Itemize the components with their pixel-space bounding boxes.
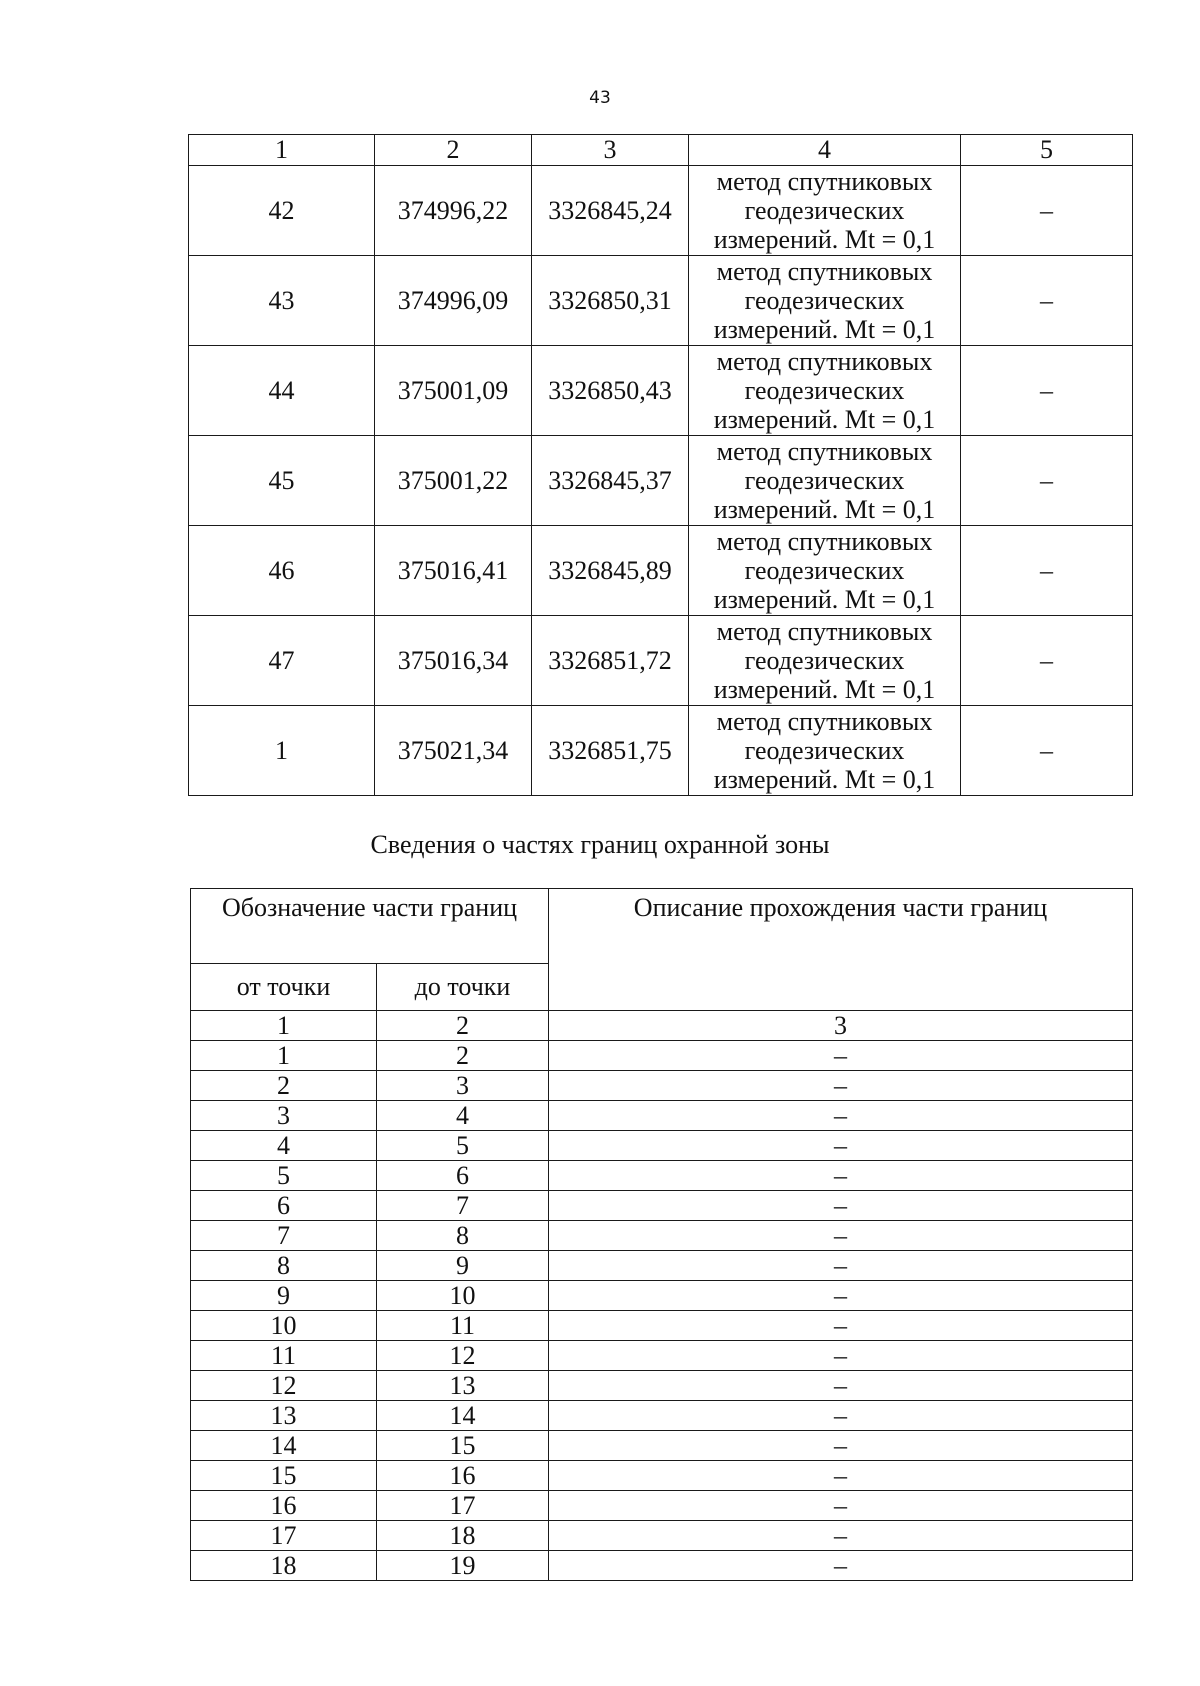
part-description: – (549, 1251, 1133, 1281)
to-point: 4 (377, 1101, 549, 1131)
from-point: 16 (191, 1491, 377, 1521)
point-number: 46 (189, 526, 375, 616)
point-number: 42 (189, 166, 375, 256)
table-row (191, 1251, 1133, 1281)
to-point: 5 (377, 1131, 549, 1161)
from-point: 5 (191, 1161, 377, 1191)
to-point: 18 (377, 1521, 549, 1551)
column-number: 1 (191, 1011, 377, 1041)
table-row (189, 616, 1133, 706)
from-point: 9 (191, 1281, 377, 1311)
table-row (189, 706, 1133, 796)
from-point: 15 (191, 1461, 377, 1491)
header-description: Описание прохождения части границ (549, 889, 1133, 1011)
from-point: 1 (191, 1041, 377, 1071)
table-row (189, 526, 1133, 616)
accuracy-note: – (961, 706, 1133, 796)
method-line: геодезических (744, 556, 905, 585)
method-description (689, 166, 961, 256)
to-point: 2 (377, 1041, 549, 1071)
table-row (191, 1461, 1133, 1491)
method-description (689, 436, 961, 526)
header-to-point: до точки (377, 964, 549, 1011)
accuracy-note: – (961, 346, 1133, 436)
table-row (191, 1431, 1133, 1461)
table-row (191, 1281, 1133, 1311)
method-line: измерений. Mt = 0,1 (713, 225, 936, 254)
table-row (191, 1551, 1133, 1581)
from-point: 11 (191, 1341, 377, 1371)
coordinate-x: 374996,22 (375, 166, 532, 256)
table-row (191, 1401, 1133, 1431)
part-description: – (549, 1551, 1133, 1581)
method-line: метод спутниковых (716, 167, 933, 196)
to-point: 7 (377, 1191, 549, 1221)
part-description: – (549, 1221, 1133, 1251)
from-point: 3 (191, 1101, 377, 1131)
part-description: – (549, 1311, 1133, 1341)
column-number: 2 (375, 135, 532, 166)
from-point: 4 (191, 1131, 377, 1161)
method-line: измерений. Mt = 0,1 (713, 765, 936, 794)
from-point: 7 (191, 1221, 377, 1251)
method-description (689, 256, 961, 346)
page-number: 43 (589, 88, 611, 108)
table-row (191, 1101, 1133, 1131)
column-number: 1 (189, 135, 375, 166)
from-point: 18 (191, 1551, 377, 1581)
method-line: геодезических (744, 376, 905, 405)
parts-header-row (191, 889, 1133, 964)
column-number: 3 (549, 1011, 1133, 1041)
coordinate-x: 375001,09 (375, 346, 532, 436)
coordinates-table (188, 134, 1133, 796)
header-from-point: от точки (191, 964, 377, 1011)
method-line: измерений. Mt = 0,1 (713, 405, 936, 434)
from-point: 8 (191, 1251, 377, 1281)
table-row (191, 1071, 1133, 1101)
from-point: 2 (191, 1071, 377, 1101)
coordinate-x: 375001,22 (375, 436, 532, 526)
column-number: 3 (532, 135, 689, 166)
part-description: – (549, 1101, 1133, 1131)
method-line: метод спутниковых (716, 617, 933, 646)
point-number: 43 (189, 256, 375, 346)
method-line: метод спутниковых (716, 527, 933, 556)
to-point: 11 (377, 1311, 549, 1341)
method-description (689, 346, 961, 436)
table-row (189, 436, 1133, 526)
part-description: – (549, 1521, 1133, 1551)
method-line: геодезических (744, 646, 905, 675)
table-row (191, 1491, 1133, 1521)
to-point: 10 (377, 1281, 549, 1311)
part-description: – (549, 1461, 1133, 1491)
to-point: 12 (377, 1341, 549, 1371)
coordinate-x: 375021,34 (375, 706, 532, 796)
table-row (191, 1521, 1133, 1551)
from-point: 17 (191, 1521, 377, 1551)
coordinate-y: 3326851,75 (532, 706, 689, 796)
table-row (191, 1311, 1133, 1341)
part-description: – (549, 1431, 1133, 1461)
method-line: геодезических (744, 196, 905, 225)
part-description: – (549, 1341, 1133, 1371)
to-point: 8 (377, 1221, 549, 1251)
point-number: 45 (189, 436, 375, 526)
to-point: 16 (377, 1461, 549, 1491)
to-point: 9 (377, 1251, 549, 1281)
from-point: 14 (191, 1431, 377, 1461)
method-description (689, 616, 961, 706)
table-row (189, 166, 1133, 256)
section-title: Сведения о частях границ охранной зоны (370, 830, 830, 859)
part-description: – (549, 1371, 1133, 1401)
method-line: измерений. Mt = 0,1 (713, 315, 936, 344)
from-point: 10 (191, 1311, 377, 1341)
coordinates-header-row (189, 135, 1133, 166)
point-number: 44 (189, 346, 375, 436)
coordinate-y: 3326845,89 (532, 526, 689, 616)
part-description: – (549, 1071, 1133, 1101)
table-row (191, 1341, 1133, 1371)
table-row (191, 1221, 1133, 1251)
part-description: – (549, 1041, 1133, 1071)
method-line: геодезических (744, 736, 905, 765)
to-point: 17 (377, 1491, 549, 1521)
method-line: измерений. Mt = 0,1 (713, 675, 936, 704)
from-point: 13 (191, 1401, 377, 1431)
table-row (191, 1191, 1133, 1221)
method-line: метод спутниковых (716, 257, 933, 286)
boundary-parts-table (190, 888, 1133, 1581)
method-line: метод спутниковых (716, 347, 933, 376)
table-row (191, 1041, 1133, 1071)
column-number: 5 (961, 135, 1133, 166)
column-number: 4 (689, 135, 961, 166)
accuracy-note: – (961, 166, 1133, 256)
header-designation: Обозначение части границ (191, 889, 549, 964)
to-point: 13 (377, 1371, 549, 1401)
from-point: 6 (191, 1191, 377, 1221)
coordinate-y: 3326850,31 (532, 256, 689, 346)
coordinate-y: 3326845,37 (532, 436, 689, 526)
table-row (191, 1131, 1133, 1161)
table-row (189, 256, 1133, 346)
from-point: 12 (191, 1371, 377, 1401)
part-description: – (549, 1161, 1133, 1191)
coordinate-y: 3326850,43 (532, 346, 689, 436)
method-description (689, 526, 961, 616)
table-row (191, 1371, 1133, 1401)
accuracy-note: – (961, 256, 1133, 346)
method-description (689, 706, 961, 796)
table-row (189, 346, 1133, 436)
part-description: – (549, 1131, 1133, 1161)
part-description: – (549, 1491, 1133, 1521)
parts-column-numbers-row (191, 1011, 1133, 1041)
to-point: 3 (377, 1071, 549, 1101)
point-number: 47 (189, 616, 375, 706)
part-description: – (549, 1191, 1133, 1221)
coordinate-x: 375016,34 (375, 616, 532, 706)
method-line: измерений. Mt = 0,1 (713, 495, 936, 524)
method-line: геодезических (744, 286, 905, 315)
method-line: геодезических (744, 466, 905, 495)
coordinate-x: 374996,09 (375, 256, 532, 346)
to-point: 6 (377, 1161, 549, 1191)
coordinate-x: 375016,41 (375, 526, 532, 616)
table-row (191, 1161, 1133, 1191)
method-line: метод спутниковых (716, 437, 933, 466)
method-line: метод спутниковых (716, 707, 933, 736)
to-point: 19 (377, 1551, 549, 1581)
part-description: – (549, 1281, 1133, 1311)
coordinate-y: 3326851,72 (532, 616, 689, 706)
part-description: – (549, 1401, 1133, 1431)
to-point: 15 (377, 1431, 549, 1461)
to-point: 14 (377, 1401, 549, 1431)
point-number: 1 (189, 706, 375, 796)
accuracy-note: – (961, 616, 1133, 706)
accuracy-note: – (961, 526, 1133, 616)
method-line: измерений. Mt = 0,1 (713, 585, 936, 614)
coordinate-y: 3326845,24 (532, 166, 689, 256)
accuracy-note: – (961, 436, 1133, 526)
column-number: 2 (377, 1011, 549, 1041)
